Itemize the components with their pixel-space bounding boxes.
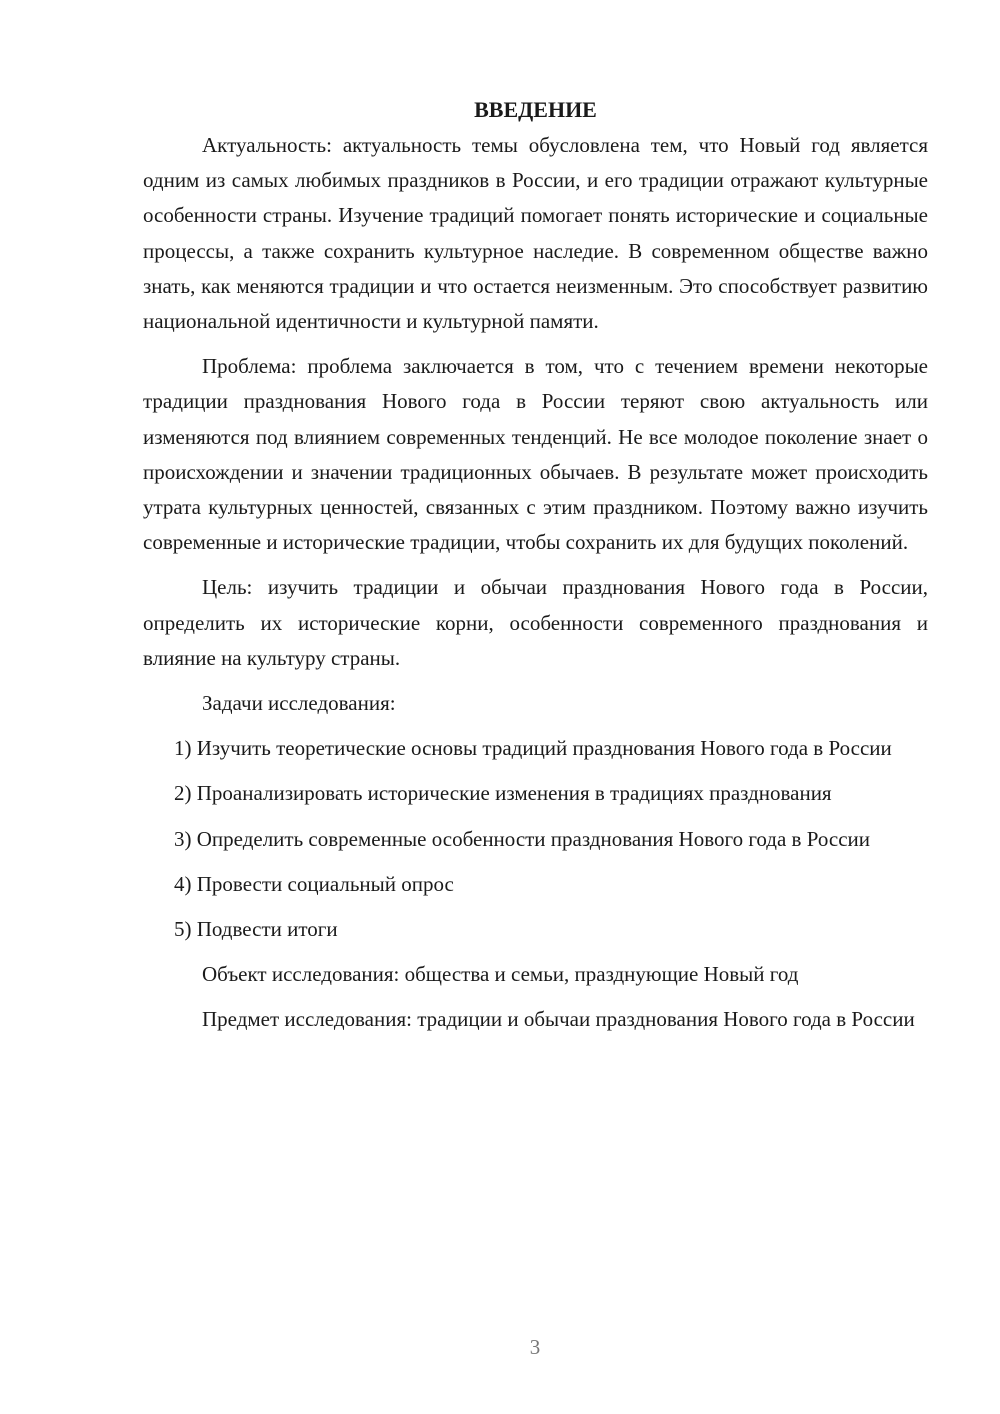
relevance-paragraph: Актуальность: актуальность темы обусловлена тем, что Новый год является одним из самых любимых праздников в России, и его традиции отражают культурные особенности страны. Изучение традиций помогает понять исторические и социальные процессы, а также сохранить культурное наследие. В современном обществе важно знать, как меняются традиции и что остается неизменным. Это способствует развитию национальной идентичности и культурной памяти. [143, 133, 928, 334]
list-item: 2) Проанализировать исторические изменения в традициях празднования [174, 781, 832, 806]
list-item: 3) Определить современные особенности празднования Нового года в России [174, 826, 871, 851]
tasks-heading: Задачи исследования: [202, 691, 396, 716]
tasks-list [143, 731, 928, 947]
document-page [143, 92, 928, 1048]
research-subject-paragraph: Предмет исследования: традиции и обычаи празднования Нового года в России [202, 1007, 915, 1032]
goal-paragraph: Цель: изучить традиции и обычаи празднования Нового года в России, определить их исторические корни, особенности современного празднования и влияние на культуру страны. [143, 575, 928, 670]
list-item: 5) Подвести итоги [174, 917, 338, 942]
research-object-paragraph: Объект исследования: общества и семьи, празднующие Новый год [202, 962, 799, 987]
list-item: 1) Изучить теоретические основы традиций празднования Нового года в России [174, 736, 892, 761]
page-number: 3 [529, 1335, 541, 1359]
list-item: 4) Провести социальный опрос [174, 871, 454, 896]
problem-paragraph: Проблема: проблема заключается в том, что с течением времени некоторые традиции празднования Нового года в России теряют свою актуальность или изменяются под влиянием современных тенденций. Не все молодое поколение знает о происхождении и значении традиционных обычаев. В результате может происходить утрата культурных ценностей, связанных с этим праздником. Поэтому важно изучить современные и исторические традиции, чтобы сохранить их для будущих поколений. [143, 354, 928, 555]
section-title: ВВЕДЕНИЕ [474, 97, 597, 122]
